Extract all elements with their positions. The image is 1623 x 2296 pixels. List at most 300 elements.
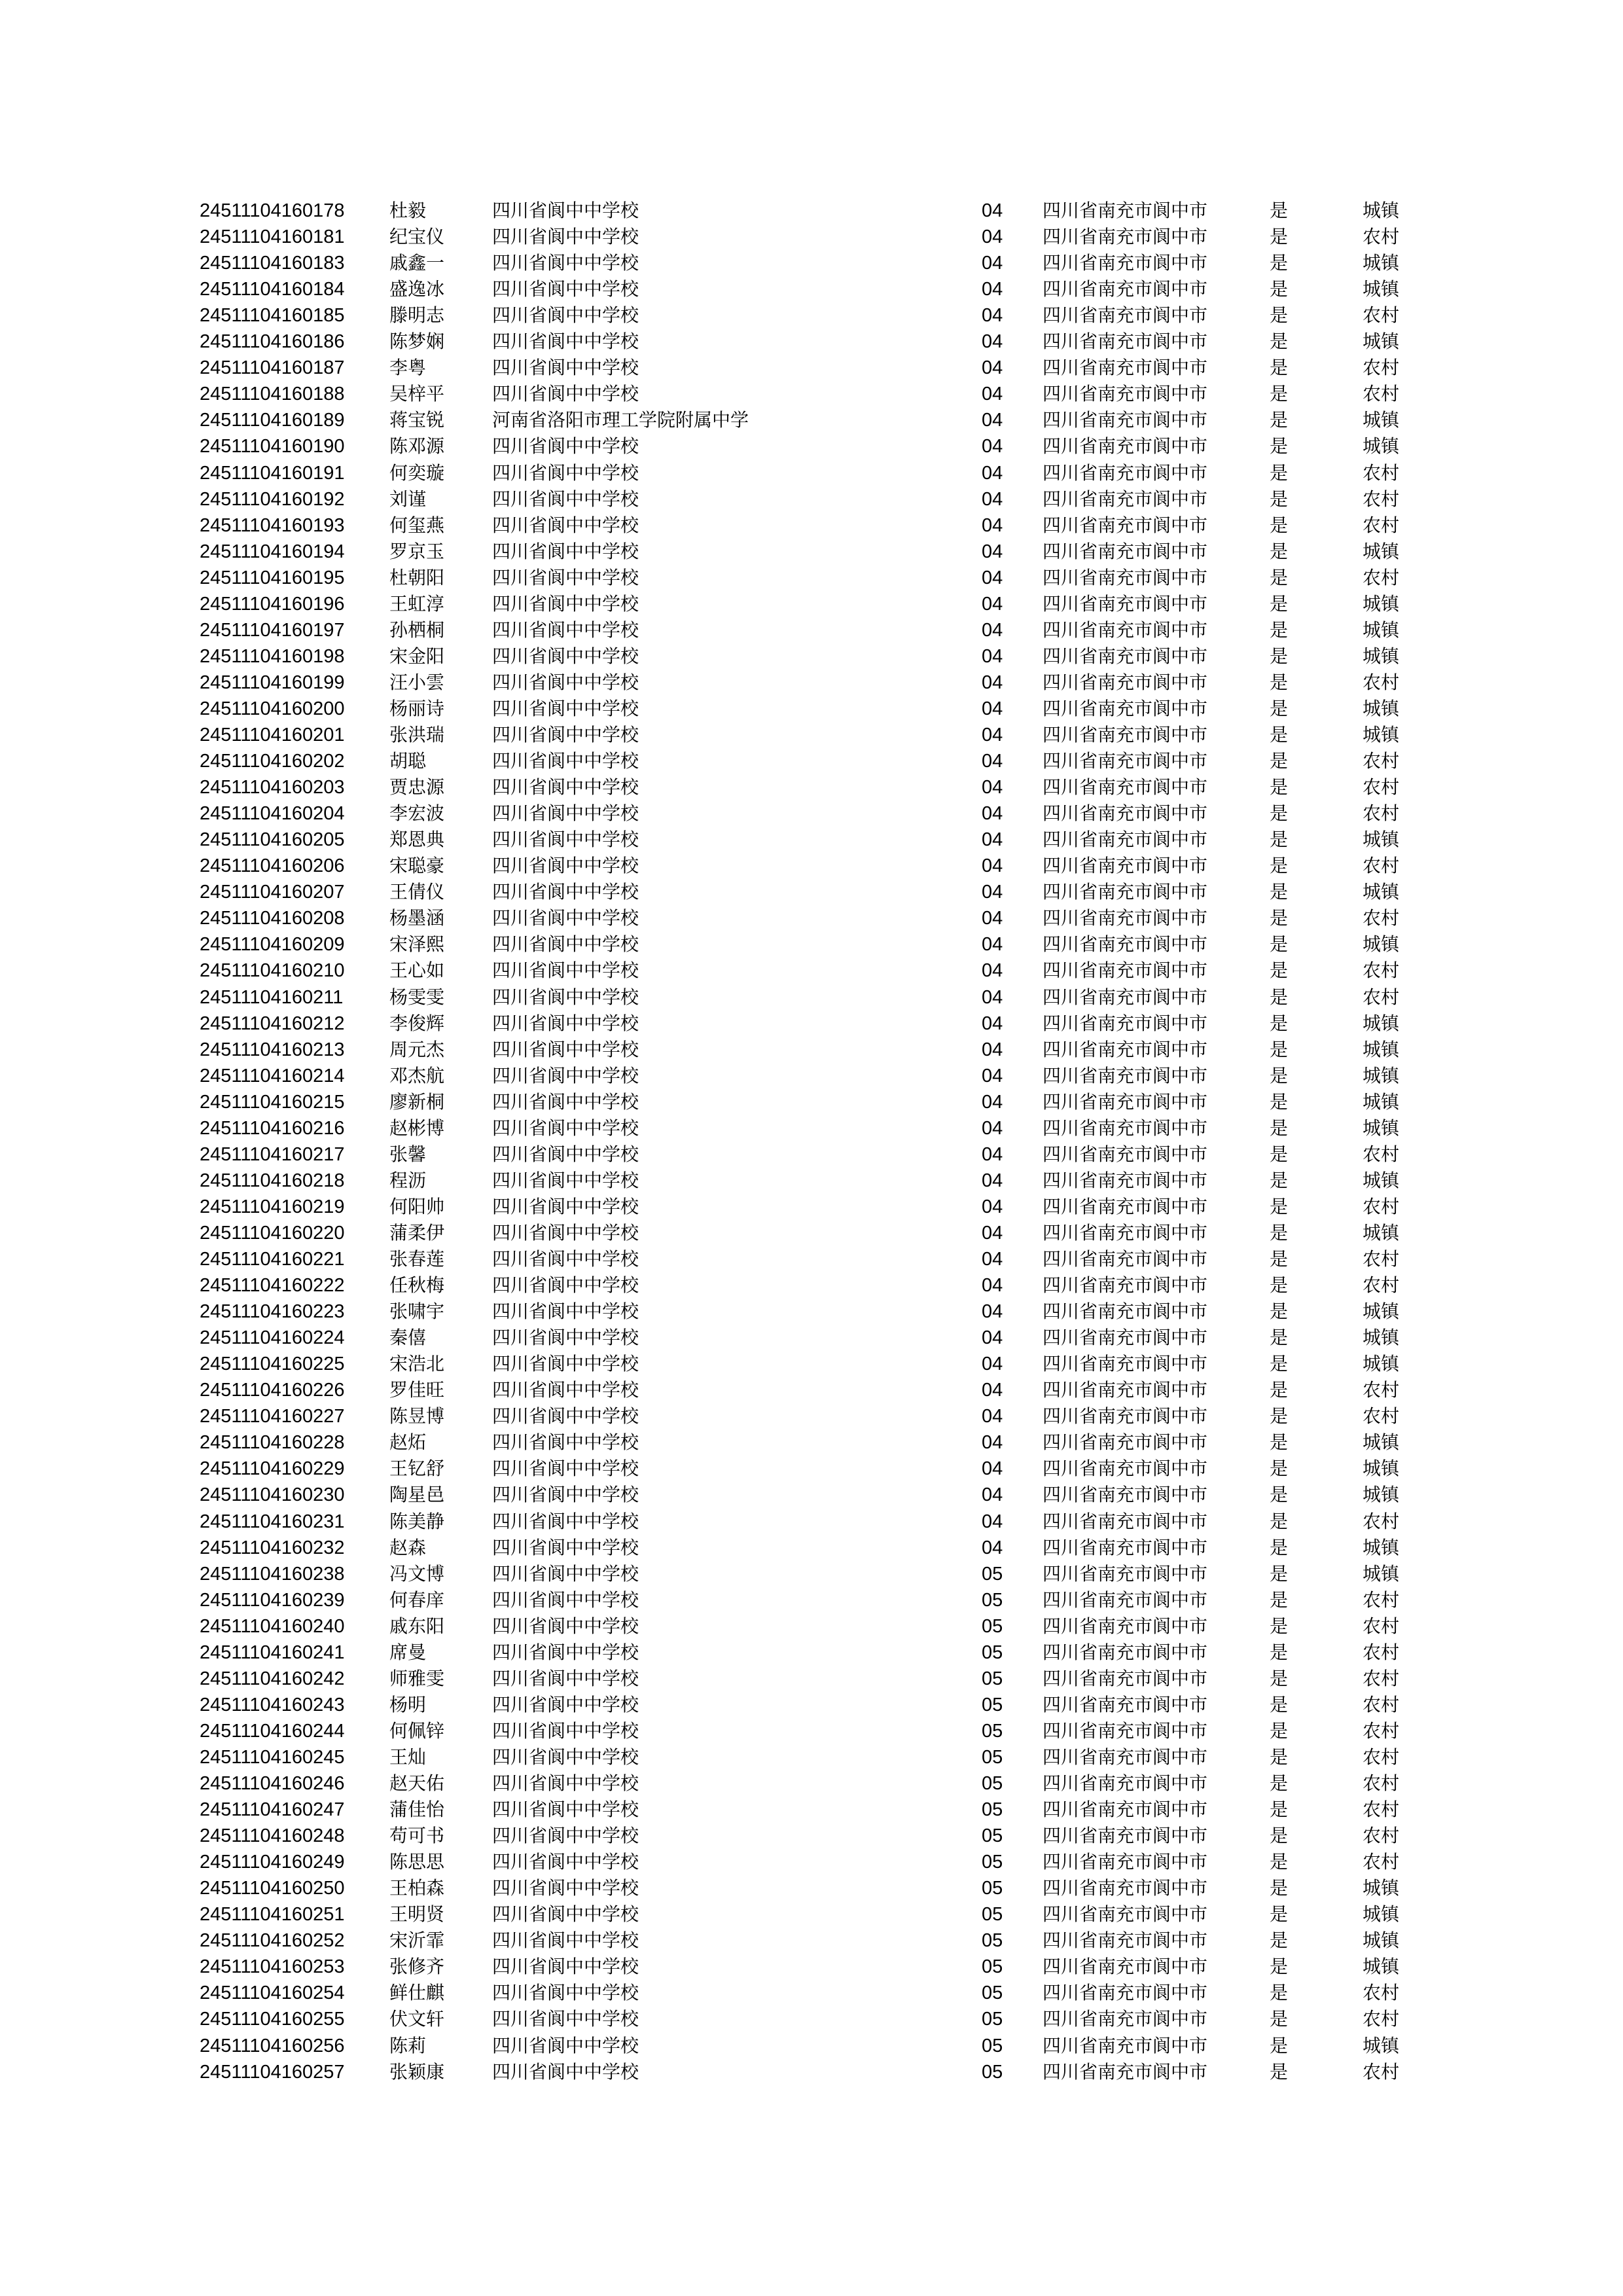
school-cell: 四川省阆中中学校 <box>492 1694 639 1715</box>
table-row <box>0 984 1623 1011</box>
origin-cell: 四川省南充市阆中市 <box>1043 1589 1208 1611</box>
student-name-cell: 邓杰航 <box>389 1065 445 1086</box>
status-flag-cell: 是 <box>1270 1589 1289 1611</box>
area-type-cell: 城镇 <box>1363 881 1400 903</box>
area-type-cell: 农村 <box>1363 776 1400 798</box>
status-flag-cell: 是 <box>1270 1405 1289 1427</box>
student-name-cell: 戚鑫一 <box>389 252 445 274</box>
status-flag-cell: 是 <box>1270 488 1289 510</box>
class-cell: 05 <box>982 1564 1003 1585</box>
class-cell: 05 <box>982 1721 1003 1742</box>
origin-cell: 四川省南充市阆中市 <box>1043 1170 1208 1191</box>
table-row <box>0 1403 1623 1429</box>
school-cell: 四川省阆中中学校 <box>492 593 639 615</box>
table-row <box>0 1246 1623 1272</box>
origin-cell: 四川省南充市阆中市 <box>1043 986 1208 1008</box>
status-flag-cell: 是 <box>1270 1274 1289 1296</box>
table-row <box>0 1928 1623 1954</box>
status-flag-cell: 是 <box>1270 1458 1289 1479</box>
area-type-cell: 农村 <box>1363 1589 1400 1611</box>
origin-cell: 四川省南充市阆中市 <box>1043 1248 1208 1270</box>
school-cell: 四川省阆中中学校 <box>492 383 639 404</box>
student-name-cell: 张洪瑞 <box>389 724 445 745</box>
origin-cell: 四川省南充市阆中市 <box>1043 1405 1208 1427</box>
table-row <box>0 800 1623 827</box>
table-row <box>0 2033 1623 2059</box>
table-row <box>0 198 1623 224</box>
school-cell: 四川省阆中中学校 <box>492 278 639 300</box>
status-flag-cell: 是 <box>1270 383 1289 404</box>
school-cell: 四川省阆中中学校 <box>492 1248 639 1270</box>
status-flag-cell: 是 <box>1270 1196 1289 1217</box>
table-row <box>0 1220 1623 1246</box>
class-cell: 05 <box>982 1590 1003 1611</box>
status-flag-cell: 是 <box>1270 619 1289 641</box>
origin-cell: 四川省南充市阆中市 <box>1043 1694 1208 1715</box>
status-flag-cell: 是 <box>1270 1668 1289 1689</box>
exam-number-cell: 24511104160257 <box>200 2062 345 2083</box>
student-name-cell: 赵炻 <box>389 1431 427 1453</box>
area-type-cell: 城镇 <box>1363 1091 1400 1113</box>
origin-cell: 四川省南充市阆中市 <box>1043 1982 1208 2003</box>
origin-cell: 四川省南充市阆中市 <box>1043 619 1208 641</box>
student-name-cell: 刘谨 <box>389 488 427 510</box>
status-flag-cell: 是 <box>1270 1013 1289 1034</box>
origin-cell: 四川省南充市阆中市 <box>1043 1537 1208 1558</box>
status-flag-cell: 是 <box>1270 567 1289 588</box>
table-row <box>0 1692 1623 1718</box>
origin-cell: 四川省南充市阆中市 <box>1043 1903 1208 1925</box>
status-flag-cell: 是 <box>1270 1117 1289 1139</box>
origin-cell: 四川省南充市阆中市 <box>1043 1563 1208 1585</box>
origin-cell: 四川省南充市阆中市 <box>1043 1196 1208 1217</box>
school-cell: 四川省阆中中学校 <box>492 1196 639 1217</box>
status-flag-cell: 是 <box>1270 226 1289 247</box>
exam-number-cell: 24511104160190 <box>200 436 345 457</box>
area-type-cell: 农村 <box>1363 1511 1400 1532</box>
school-cell: 四川省阆中中学校 <box>492 1825 639 1846</box>
status-flag-cell: 是 <box>1270 252 1289 274</box>
origin-cell: 四川省南充市阆中市 <box>1043 1458 1208 1479</box>
status-flag-cell: 是 <box>1270 1143 1289 1165</box>
status-flag-cell: 是 <box>1270 1537 1289 1558</box>
origin-cell: 四川省南充市阆中市 <box>1043 593 1208 615</box>
status-flag-cell: 是 <box>1270 907 1289 929</box>
school-cell: 四川省阆中中学校 <box>492 1405 639 1427</box>
table-row <box>0 381 1623 407</box>
table-row <box>0 1482 1623 1508</box>
table-row <box>0 722 1623 748</box>
area-type-cell: 城镇 <box>1363 2035 1400 2056</box>
student-name-cell: 陈梦娴 <box>389 331 445 352</box>
school-cell: 四川省阆中中学校 <box>492 1982 639 2003</box>
student-name-cell: 陈思思 <box>389 1851 445 1873</box>
student-name-cell: 秦僖 <box>389 1327 427 1348</box>
table-row <box>0 748 1623 774</box>
table-row <box>0 1954 1623 1980</box>
origin-cell: 四川省南充市阆中市 <box>1043 1379 1208 1401</box>
origin-cell: 四川省南充市阆中市 <box>1043 383 1208 404</box>
area-type-cell: 农村 <box>1363 1746 1400 1768</box>
area-type-cell: 城镇 <box>1363 1353 1400 1374</box>
origin-cell: 四川省南充市阆中市 <box>1043 724 1208 745</box>
area-type-cell: 农村 <box>1363 462 1400 484</box>
exam-number-cell: 24511104160228 <box>200 1432 345 1453</box>
status-flag-cell: 是 <box>1270 1615 1289 1637</box>
student-name-cell: 杜毅 <box>389 200 427 221</box>
class-cell: 05 <box>982 1642 1003 1663</box>
class-cell: 04 <box>982 620 1003 641</box>
school-cell: 四川省阆中中学校 <box>492 698 639 719</box>
status-flag-cell: 是 <box>1270 1903 1289 1925</box>
exam-number-cell: 24511104160201 <box>200 725 345 745</box>
status-flag-cell: 是 <box>1270 2008 1289 2030</box>
origin-cell: 四川省南充市阆中市 <box>1043 1956 1208 1977</box>
table-row <box>0 1509 1623 1535</box>
status-flag-cell: 是 <box>1270 1956 1289 1977</box>
exam-number-cell: 24511104160231 <box>200 1511 345 1532</box>
status-flag-cell: 是 <box>1270 514 1289 536</box>
table-row <box>0 1613 1623 1640</box>
area-type-cell: 城镇 <box>1363 724 1400 745</box>
school-cell: 四川省阆中中学校 <box>492 986 639 1008</box>
area-type-cell: 农村 <box>1363 1143 1400 1165</box>
school-cell: 四川省阆中中学校 <box>492 1746 639 1768</box>
student-name-cell: 杜朝阳 <box>389 567 445 588</box>
exam-number-cell: 24511104160191 <box>200 463 345 484</box>
status-flag-cell: 是 <box>1270 1720 1289 1742</box>
origin-cell: 四川省南充市阆中市 <box>1043 1117 1208 1139</box>
exam-number-cell: 24511104160241 <box>200 1642 345 1663</box>
area-type-cell: 农村 <box>1363 855 1400 876</box>
exam-number-cell: 24511104160214 <box>200 1066 345 1086</box>
area-type-cell: 城镇 <box>1363 829 1400 850</box>
class-cell: 04 <box>982 305 1003 326</box>
class-cell: 04 <box>982 1275 1003 1296</box>
student-name-cell: 何奕璇 <box>389 462 445 484</box>
school-cell: 四川省阆中中学校 <box>492 488 639 510</box>
class-cell: 04 <box>982 1380 1003 1401</box>
origin-cell: 四川省南充市阆中市 <box>1043 1300 1208 1322</box>
status-flag-cell: 是 <box>1270 1327 1289 1348</box>
table-row <box>0 512 1623 539</box>
area-type-cell: 农村 <box>1363 986 1400 1008</box>
class-cell: 04 <box>982 934 1003 955</box>
school-cell: 四川省阆中中学校 <box>492 1720 639 1742</box>
status-flag-cell: 是 <box>1270 1694 1289 1715</box>
area-type-cell: 农村 <box>1363 383 1400 404</box>
class-cell: 05 <box>982 1695 1003 1715</box>
table-row <box>0 1744 1623 1770</box>
student-name-cell: 宋聪豪 <box>389 855 445 876</box>
school-cell: 四川省阆中中学校 <box>492 1877 639 1899</box>
class-cell: 04 <box>982 489 1003 510</box>
origin-cell: 四川省南充市阆中市 <box>1043 514 1208 536</box>
exam-number-cell: 24511104160188 <box>200 384 345 404</box>
table-row <box>0 1640 1623 1666</box>
table-row <box>0 1587 1623 1613</box>
student-name-cell: 何阳帅 <box>389 1196 445 1217</box>
class-cell: 04 <box>982 1092 1003 1113</box>
origin-cell: 四川省南充市阆中市 <box>1043 645 1208 667</box>
student-name-cell: 陈莉 <box>389 2035 427 2056</box>
school-cell: 四川省阆中中学校 <box>492 960 639 981</box>
class-cell: 04 <box>982 384 1003 404</box>
area-type-cell: 农村 <box>1363 1694 1400 1715</box>
origin-cell: 四川省南充市阆中市 <box>1043 1039 1208 1060</box>
student-name-cell: 宋浩北 <box>389 1353 445 1374</box>
status-flag-cell: 是 <box>1270 881 1289 903</box>
class-cell: 04 <box>982 1223 1003 1244</box>
table-row <box>0 433 1623 459</box>
origin-cell: 四川省南充市阆中市 <box>1043 1274 1208 1296</box>
school-cell: 四川省阆中中学校 <box>492 1563 639 1585</box>
area-type-cell: 城镇 <box>1363 645 1400 667</box>
table-row <box>0 1351 1623 1377</box>
student-name-cell: 冯文博 <box>389 1563 445 1585</box>
exam-number-cell: 24511104160238 <box>200 1564 345 1585</box>
exam-number-cell: 24511104160197 <box>200 620 345 641</box>
area-type-cell: 农村 <box>1363 1248 1400 1270</box>
exam-number-cell: 24511104160192 <box>200 489 345 510</box>
table-row <box>0 879 1623 905</box>
student-name-cell: 张啸宇 <box>389 1300 445 1322</box>
student-name-cell: 王虹淳 <box>389 593 445 615</box>
class-cell: 04 <box>982 751 1003 772</box>
area-type-cell: 城镇 <box>1363 1956 1400 1977</box>
class-cell: 04 <box>982 698 1003 719</box>
area-type-cell: 农村 <box>1363 488 1400 510</box>
class-cell: 04 <box>982 1406 1003 1427</box>
area-type-cell: 农村 <box>1363 1982 1400 2003</box>
school-cell: 四川省阆中中学校 <box>492 1379 639 1401</box>
school-cell: 四川省阆中中学校 <box>492 1799 639 1820</box>
student-name-cell: 李粤 <box>389 357 427 378</box>
class-cell: 04 <box>982 463 1003 484</box>
area-type-cell: 城镇 <box>1363 1222 1400 1244</box>
student-name-cell: 王柏森 <box>389 1877 445 1899</box>
status-flag-cell: 是 <box>1270 2061 1289 2083</box>
status-flag-cell: 是 <box>1270 1929 1289 1951</box>
school-cell: 四川省阆中中学校 <box>492 1274 639 1296</box>
table-row <box>0 1797 1623 1823</box>
school-cell: 四川省阆中中学校 <box>492 1537 639 1558</box>
student-name-cell: 郑恩典 <box>389 829 445 850</box>
origin-cell: 四川省南充市阆中市 <box>1043 304 1208 326</box>
exam-number-cell: 24511104160203 <box>200 777 345 798</box>
origin-cell: 四川省南充市阆中市 <box>1043 672 1208 693</box>
student-name-cell: 杨雯雯 <box>389 986 445 1008</box>
table-row <box>0 1901 1623 1928</box>
status-flag-cell: 是 <box>1270 724 1289 745</box>
school-cell: 四川省阆中中学校 <box>492 1039 639 1060</box>
student-name-cell: 张颖康 <box>389 2061 445 2083</box>
status-flag-cell: 是 <box>1270 357 1289 378</box>
class-cell: 04 <box>982 1511 1003 1532</box>
origin-cell: 四川省南充市阆中市 <box>1043 1825 1208 1846</box>
status-flag-cell: 是 <box>1270 409 1289 431</box>
student-name-cell: 杨墨涵 <box>389 907 445 929</box>
student-name-cell: 吴梓平 <box>389 383 445 404</box>
status-flag-cell: 是 <box>1270 1851 1289 1873</box>
status-flag-cell: 是 <box>1270 1746 1289 1768</box>
class-cell: 04 <box>982 1066 1003 1086</box>
exam-number-cell: 24511104160202 <box>200 751 345 772</box>
exam-number-cell: 24511104160222 <box>200 1275 345 1296</box>
origin-cell: 四川省南充市阆中市 <box>1043 1431 1208 1453</box>
student-name-cell: 罗佳旺 <box>389 1379 445 1401</box>
class-cell: 04 <box>982 646 1003 667</box>
area-type-cell: 城镇 <box>1363 1013 1400 1034</box>
exam-number-cell: 24511104160230 <box>200 1484 345 1505</box>
table-row <box>0 1666 1623 1692</box>
table-row <box>0 2006 1623 2032</box>
exam-number-cell: 24511104160189 <box>200 410 345 431</box>
exam-number-cell: 24511104160221 <box>200 1249 345 1270</box>
class-cell: 04 <box>982 1484 1003 1505</box>
table-row <box>0 827 1623 853</box>
table-row <box>0 355 1623 381</box>
table-row <box>0 1168 1623 1194</box>
origin-cell: 四川省南充市阆中市 <box>1043 776 1208 798</box>
student-name-cell: 杨明 <box>389 1694 427 1715</box>
status-flag-cell: 是 <box>1270 462 1289 484</box>
school-cell: 四川省阆中中学校 <box>492 1615 639 1637</box>
table-row <box>0 1718 1623 1744</box>
status-flag-cell: 是 <box>1270 1877 1289 1899</box>
school-cell: 四川省阆中中学校 <box>492 1668 639 1689</box>
table-row <box>0 670 1623 696</box>
student-name-cell: 何佩锌 <box>389 1720 445 1742</box>
origin-cell: 四川省南充市阆中市 <box>1043 1065 1208 1086</box>
origin-cell: 四川省南充市阆中市 <box>1043 488 1208 510</box>
class-cell: 04 <box>982 226 1003 247</box>
student-name-cell: 陶星邑 <box>389 1484 445 1505</box>
table-row <box>0 931 1623 958</box>
class-cell: 04 <box>982 567 1003 588</box>
area-type-cell: 农村 <box>1363 1825 1400 1846</box>
class-cell: 05 <box>982 1982 1003 2003</box>
exam-number-cell: 24511104160193 <box>200 515 345 536</box>
table-row <box>0 1429 1623 1456</box>
exam-number-cell: 24511104160187 <box>200 357 345 378</box>
area-type-cell: 城镇 <box>1363 1065 1400 1086</box>
student-name-cell: 戚东阳 <box>389 1615 445 1637</box>
school-cell: 四川省阆中中学校 <box>492 1851 639 1873</box>
status-flag-cell: 是 <box>1270 2035 1289 2056</box>
class-cell: 05 <box>982 1878 1003 1899</box>
origin-cell: 四川省南充市阆中市 <box>1043 1013 1208 1034</box>
exam-number-cell: 24511104160206 <box>200 855 345 876</box>
class-cell: 04 <box>982 331 1003 352</box>
student-name-cell: 苟可书 <box>389 1825 445 1846</box>
exam-number-cell: 24511104160215 <box>200 1092 345 1113</box>
table-row <box>0 1011 1623 1037</box>
class-cell: 05 <box>982 1825 1003 1846</box>
school-cell: 四川省阆中中学校 <box>492 1484 639 1505</box>
area-type-cell: 城镇 <box>1363 1039 1400 1060</box>
school-cell: 四川省阆中中学校 <box>492 252 639 274</box>
student-name-cell: 蒋宝锐 <box>389 409 445 431</box>
class-cell: 04 <box>982 1537 1003 1558</box>
origin-cell: 四川省南充市阆中市 <box>1043 1615 1208 1637</box>
school-cell: 四川省阆中中学校 <box>492 304 639 326</box>
area-type-cell: 城镇 <box>1363 1484 1400 1505</box>
class-cell: 05 <box>982 2036 1003 2056</box>
class-cell: 05 <box>982 1773 1003 1794</box>
area-type-cell: 农村 <box>1363 1668 1400 1689</box>
exam-number-cell: 24511104160199 <box>200 672 345 693</box>
area-type-cell: 城镇 <box>1363 1563 1400 1585</box>
school-cell: 四川省阆中中学校 <box>492 829 639 850</box>
table-row <box>0 1823 1623 1849</box>
table-row <box>0 774 1623 800</box>
class-cell: 04 <box>982 908 1003 929</box>
exam-number-cell: 24511104160183 <box>200 253 345 274</box>
table-row <box>0 460 1623 486</box>
class-cell: 05 <box>982 2062 1003 2083</box>
origin-cell: 四川省南充市阆中市 <box>1043 541 1208 562</box>
table-row <box>0 1194 1623 1220</box>
student-name-cell: 蒲柔伊 <box>389 1222 445 1244</box>
status-flag-cell: 是 <box>1270 960 1289 981</box>
table-row <box>0 905 1623 931</box>
student-name-cell: 李宏波 <box>389 802 445 824</box>
area-type-cell: 城镇 <box>1363 593 1400 615</box>
school-cell: 四川省阆中中学校 <box>492 1589 639 1611</box>
status-flag-cell: 是 <box>1270 1772 1289 1794</box>
school-cell: 四川省阆中中学校 <box>492 541 639 562</box>
status-flag-cell: 是 <box>1270 986 1289 1008</box>
exam-number-cell: 24511104160251 <box>200 1904 345 1925</box>
area-type-cell: 农村 <box>1363 226 1400 247</box>
status-flag-cell: 是 <box>1270 1825 1289 1846</box>
origin-cell: 四川省南充市阆中市 <box>1043 278 1208 300</box>
area-type-cell: 农村 <box>1363 514 1400 536</box>
school-cell: 四川省阆中中学校 <box>492 855 639 876</box>
student-name-cell: 赵天佑 <box>389 1772 445 1794</box>
area-type-cell: 农村 <box>1363 1615 1400 1637</box>
school-cell: 四川省阆中中学校 <box>492 802 639 824</box>
origin-cell: 四川省南充市阆中市 <box>1043 409 1208 431</box>
exam-number-cell: 24511104160209 <box>200 934 345 955</box>
origin-cell: 四川省南充市阆中市 <box>1043 252 1208 274</box>
table-row <box>0 1299 1623 1325</box>
area-type-cell: 农村 <box>1363 1851 1400 1873</box>
class-cell: 04 <box>982 882 1003 903</box>
school-cell: 四川省阆中中学校 <box>492 1327 639 1348</box>
origin-cell: 四川省南充市阆中市 <box>1043 2008 1208 2030</box>
status-flag-cell: 是 <box>1270 1484 1289 1505</box>
exam-number-cell: 24511104160240 <box>200 1616 345 1637</box>
area-type-cell: 城镇 <box>1363 1117 1400 1139</box>
status-flag-cell: 是 <box>1270 331 1289 352</box>
area-type-cell: 城镇 <box>1363 252 1400 274</box>
status-flag-cell: 是 <box>1270 435 1289 457</box>
origin-cell: 四川省南充市阆中市 <box>1043 2061 1208 2083</box>
table-row <box>0 1535 1623 1561</box>
origin-cell: 四川省南充市阆中市 <box>1043 1091 1208 1113</box>
exam-number-cell: 24511104160205 <box>200 829 345 850</box>
class-cell: 04 <box>982 829 1003 850</box>
origin-cell: 四川省南充市阆中市 <box>1043 960 1208 981</box>
status-flag-cell: 是 <box>1270 933 1289 955</box>
class-cell: 04 <box>982 1170 1003 1191</box>
school-cell: 四川省阆中中学校 <box>492 1772 639 1794</box>
school-cell: 四川省阆中中学校 <box>492 2008 639 2030</box>
school-cell: 四川省阆中中学校 <box>492 1170 639 1191</box>
class-cell: 04 <box>982 1249 1003 1270</box>
